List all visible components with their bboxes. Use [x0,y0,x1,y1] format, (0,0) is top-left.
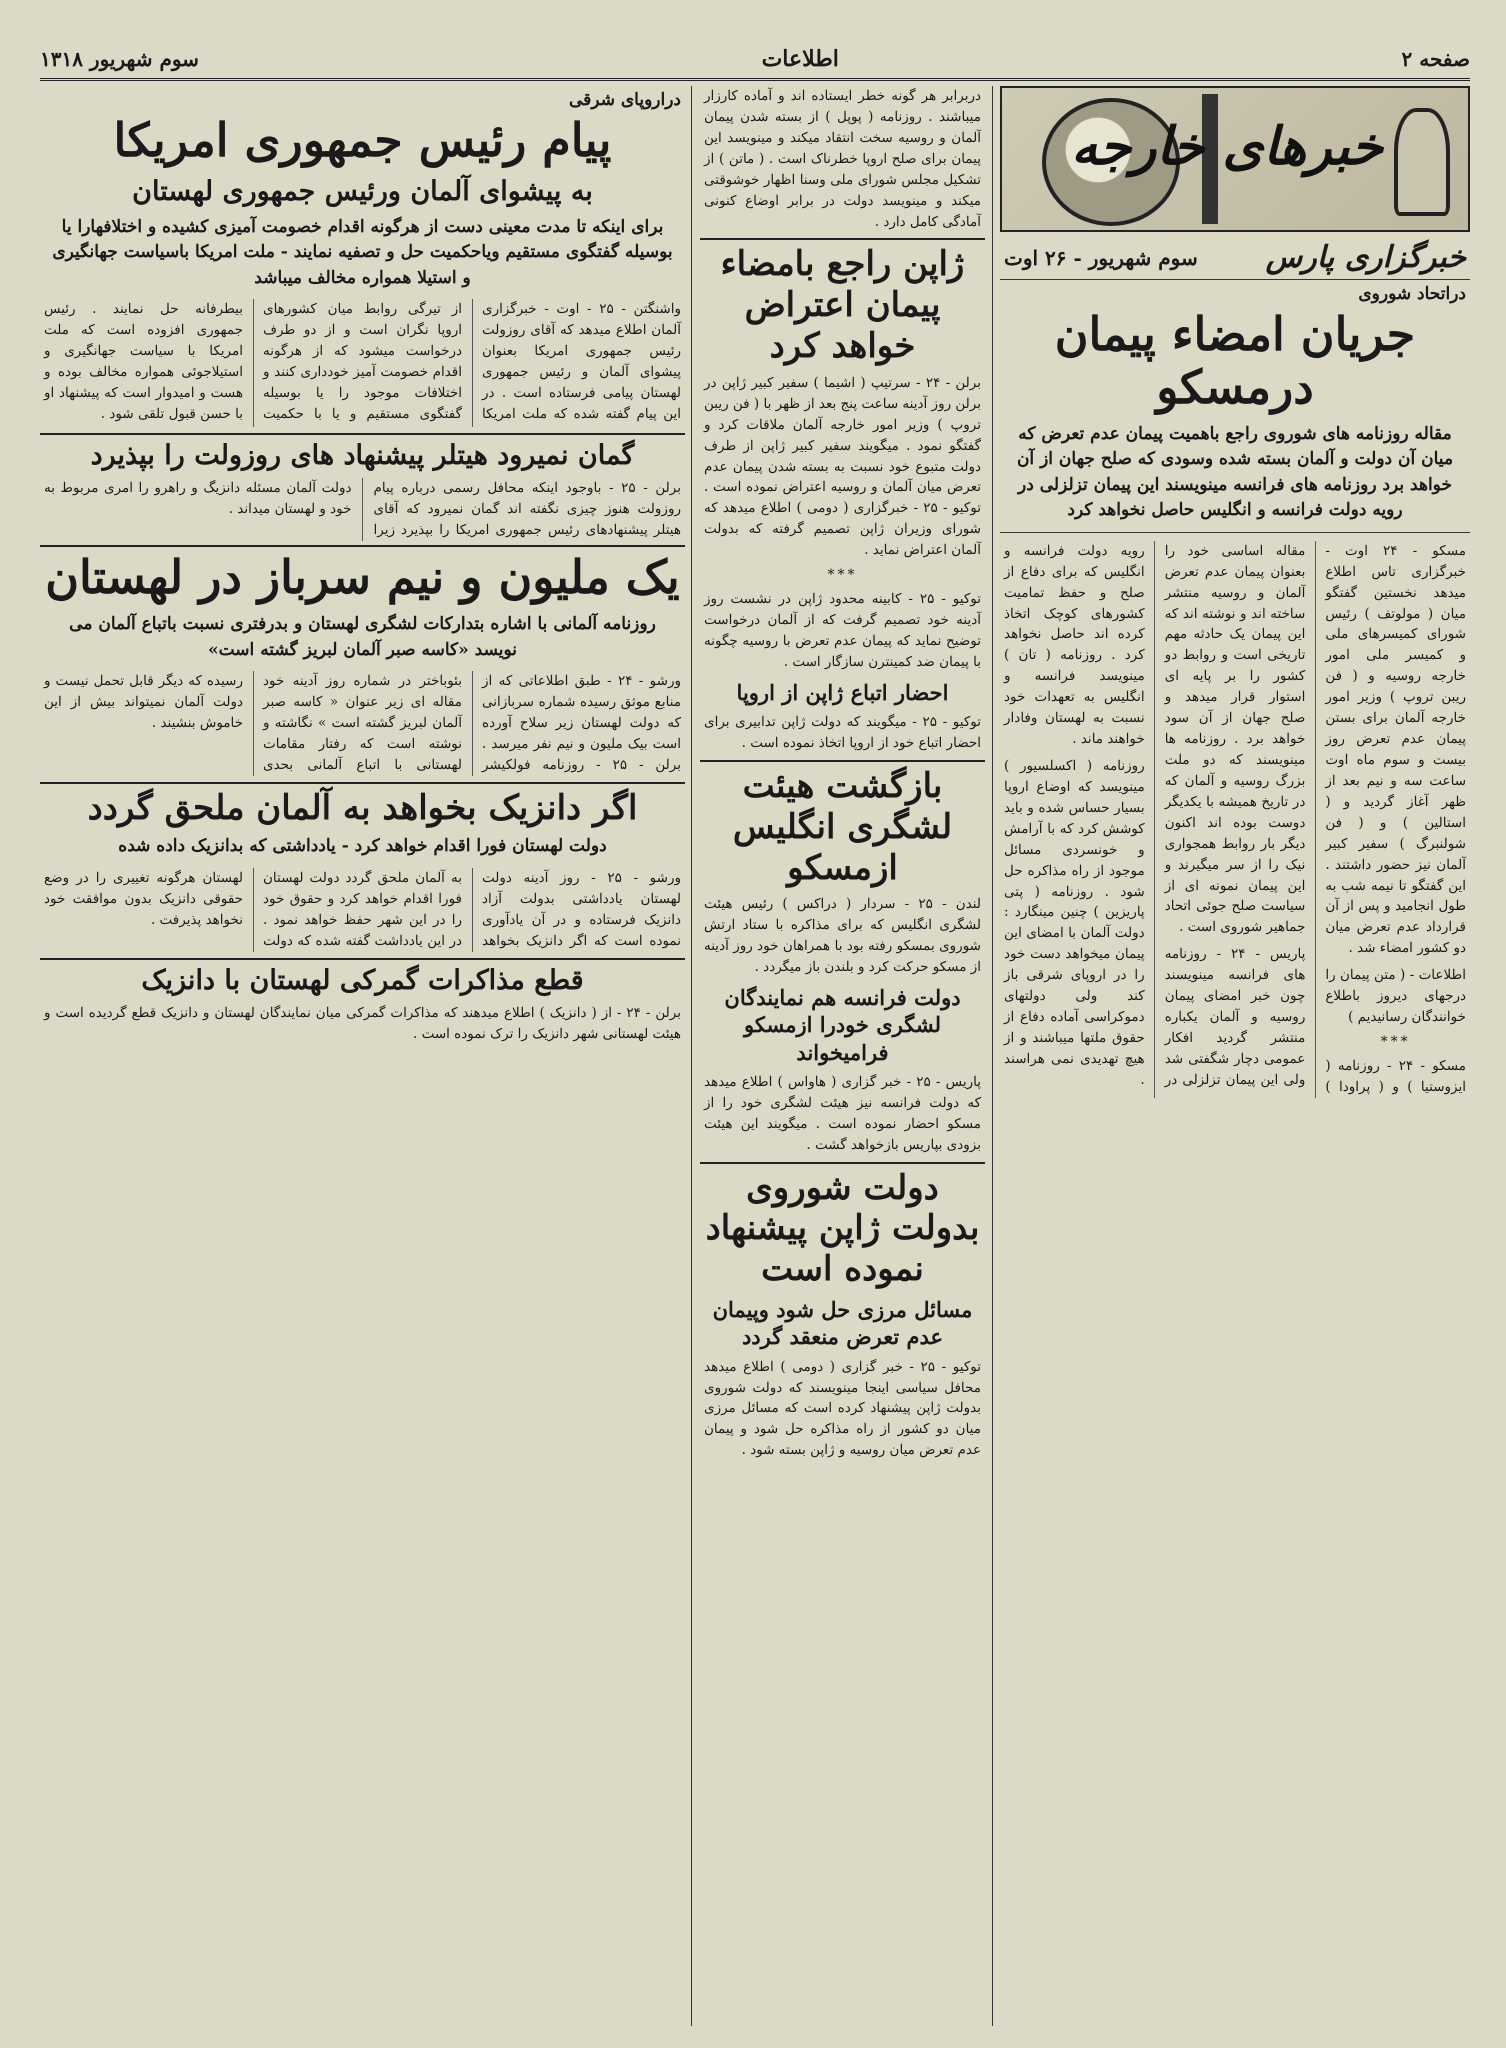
separator: *** [1380,1033,1411,1050]
agency-line [1000,232,1470,280]
article-body-roosevelt [40,299,685,427]
subhead-roosevelt-message: به پیشوای آلمان ورئیس جمهوری لهستان [132,175,593,207]
article-body-hitler [40,478,685,541]
article-paragraph: توکیو - ۲۵ - کابینه محدود ژاپن در نشست روز آدینه خود تصمیم گرفت که از آلمان درخواست توضیح نماید که پیمان عدم تعرض با روسیه چگونه با پیمان ضد کمینترن سازگار است . [704,591,981,670]
article-body-moscow [1000,541,1470,1098]
article-paragraph: توکیو - ۲۵ - میگویند که دولت ژاپن تدابیری برای احضار اتباع خود از اروپا اتخاذ نموده است . [704,714,981,752]
middle-column [700,86,985,2026]
article-paragraph: پاریس - ۲۴ - روزنامه های فرانسه مینویسند چون خبر امضای پیمان روسیه و آلمان یکباره منتشر گردید افکار عمومی دچار شگفتی شد ولی این پیمان تزلزلی در رویه دولت فرانسه و انگلیس که برای دفاع از صلح و حفظ تمامیت کشورهای کوچک اتخاذ کرده اند حاصل نخواهد کرد . روزنامه ( تان ) مینویسد فرانسه و انگلیس به تعهدات خود نسبت به لهستان وفادار خواهند ماند . [1004,542,1306,1088]
deck-danzig: دولت لهستان فورا اقدام خواهد کرد - یادداشتی که بدانزیک داده شده [118,836,607,857]
article-body-danzig [40,868,685,952]
article-paragraph: اطلاعات - ( متن پیمان را درجهای دیروز باطلاع خوانندگان رسانیدیم ) [1325,967,1466,1026]
left-column [40,86,685,2026]
article-body-polish-army [40,671,685,776]
article-paragraph: مسکو - ۲۴ - روزنامه ( ایزوستیا ) و ( پراودا ) مقاله اساسی خود را بعنوان پیمان عدم تعرض آلمان و روسیه منتشر ساخته اند و نوشته اند که این پیمان یک حادثه مهم تاریخی است و روابط دو کشور را بر پایه ای استوار قرار میدهد و صلح جهان از آن سود خواهد برد . روزنامه ها مینویسند که دو ملت بزرگ روسیه و آلمان که در تاریخ همیشه با یکدیگر دوست بوده اند اکنون دیگر بار روابط همجواری نیک را از سر میگیرند و این پیمان نمونه ای از سیاست صلح جوئی اتحاد جماهیر شوروی است . [1164,542,1466,1095]
banner-title: خبرهای خارجه [1071,116,1383,177]
column-rule [992,86,993,2026]
masthead: اطلاعات [761,46,839,72]
divider [1000,532,1470,533]
article-paragraph: ورشو - ۲۴ - طبق اطلاعاتی که از منابع موثق رسیده شماره سربازانی که دولت لهستان زیر سلاح آورده است بیک ملیون و نیم نفر میرسد . برلن - ۲۵ - روزنامه فولکیشر بئوباختر در شماره روز آدینه خود مقاله ای زیر عنوان « کاسه صبر آلمان لبریز گشته است » نگاشته و نوشته است که رفتار مقامات لهستانی با اتباع آلمانی بحدی رسیده که دیگر قابل تحمل نیست و دولت آلمان نمیتواند بیش از این خاموش بنشیند . [44,673,681,773]
headline-roosevelt-message: پیام رئیس جمهوری امریکا [113,113,612,167]
section-kicker: دراروپای شرقی [569,90,681,110]
headline-hitler-reply: گمان نمیرود هیتلر پیشنهاد های روزولت را بپذیرد [40,433,685,473]
newspaper-page [40,40,1470,2030]
foreign-news-banner [1000,86,1470,232]
column-rule [691,86,692,2026]
article-paragraph: دربرابر هر گونه خطر ایستاده اند و آماده کارزار میباشند . روزنامه ( پوپل ) از بسته شدن پیمان آلمان و روسیه سخت انتقاد میکند و مینویسد این پیمان برای صلح اروپا خطرناک است . ( ماتن ) از تشکیل مجلس شورای ملی وسنا اظهار خوشوقتی میکند و مینویسد دولت در برابر اوضاع کنونی آمادگی کامل دارد . [704,88,981,230]
right-column [1000,86,1470,2026]
section-kicker: دراتحاد شوروی [1358,284,1466,304]
subhead-soviet-japan: مسائل مرزی حل شود وپیمان عدم تعرض منعقد گردد [712,1297,973,1350]
deck-roosevelt-message: برای اینکه تا مدت معینی دست از هرگونه اقدام خصومت آمیزی کشیده و اختلافهارا یا بوسیله گفتگوی مستقیم ویاحکمیت حل و تصفیه نمایند - ملت امریکا باسیاست جهانگیری و استیلا همواره مخالف میباشد [52,216,673,288]
headline-soviet-japan: دولت شوروی بدولت ژاپن پیشنهاد نموده است [700,1162,985,1290]
headline-polish-army: یک ملیون و نیم سرباز در لهستان [40,545,685,604]
article-paragraph: پاریس - ۲۵ - خبر گزاری ( هاواس ) اطلاع میدهد که دولت فرانسه نیز هیئت لشگری خود را از مسکو احضار نموده است . میگویند این هیئت بزودی بپاریس بازخواهد گشت . [704,1073,981,1153]
article-paragraph: ورشو - ۲۵ - روز آدینه دولت لهستان یادداشتی بدولت آزاد دانزیک فرستاده و در آن یادآوری نموده است که اگر دانزیک بخواهد به آلمان ملحق گردد دولت لهستان فورا اقدام خواهد کرد و حقوق خود را در این شهر حفظ خواهد نمود . در این یادداشت گفته شده که دولت لهستان هرگونه تغییری را در وضع حقوقی دانزیک بدون موافقت خود نخواهد پذیرفت . [44,869,681,949]
article-paragraph: واشنگتن - ۲۵ - اوت - خبرگزاری آلمان اطلاع میدهد که آقای روزولت رئیس جمهوری امریکا بعنوان پیشوای آلمان و رئیس جمهوری لهستان پیامی فرستاده است . در این پیام گفته شده که ملت امریکا از تیرگی روابط میان کشورهای اروپا نگران است و از دو طرف درخواست میشود که از هرگونه اقدام خصومت آمیز خودداری کنند و اختلافات موجود را یا بوسیله گفتگوی مستقیم و یا با حکمیت بیطرفانه حل نمایند . رئیس جمهوری افزوده است که ملت امریکا با سیاست جهانگیری و استیلاجوئی همواره مخالف بوده و هست و امیدوار است که پیشنهاد او با حسن قبول تلقی شود . [44,301,681,422]
page-header [40,40,1470,81]
article-paragraph: برلن - ۲۴ - سرتیپ ( اشیما ) سفیر کبیر ژاپن در برلن روز آدینه ساعت پنج بعد از ظهر با ( فن ریبن تروپ ) وزیر امور خارجه آلمان ملاقات کرد و گفتگو نمود . میگویند سفیر کبیر ژاپن از طرف دولت متبوع خود نسبت به بسته شدن پیمان عدم تعرض میان آلمان و روسیه اعتراض نموده است . توکیو - ۲۵ - خبرگزاری ( دومی ) اطلاع میدهد که شورای وزیران ژاپن تصمیم گرفته که بدولت آلمان اعتراض نماید . [703,374,981,559]
page-number: صفحه ۲ [1401,47,1470,71]
headline-british-mission: بازگشت هیئت لشگری انگلیس ازمسکو [700,760,985,888]
article-paragraph: برلن - ۲۴ - از ( دانزیک ) اطلاع میدهند که مذاکرات گمرکی میان نمایندگان لهستان و دانزیک قطع گردیده است و هیئت لهستانی شهر دانزیک را ترک نموده است . [44,1005,681,1043]
article-paragraph: لندن - ۲۵ - سردار ( دراکس ) رئیس هیئت لشگری انگلیس که برای مذاکره با ستاد ارتش شوروی بمسکو رفته بود با همراهان خود روز آدینه از مسکو حرکت کرد و بلندن باز میگردد . [704,896,981,976]
headline-japan-protest: ژاپن راجع بامضاء پیمان اعتراض خواهد کرد [700,238,985,366]
article-paragraph: روزنامه ( اکسلسیور ) مینویسد که اوضاع اروپا بسیار حساس شده و باید کوشش کرد که با آرامش و خونسردی مسائل موجود از راه مذاکره حل شود . روزنامه ( پتی پاریزین ) چنین مینگارد : دولت آلمان با امضای این پیمان میخواهد دست خود را در اروپای شرقی باز کند ولی دولتهای دموکراسی آماده دفاع از حقوق ملتها میباشند و از هیچ تهدیدی نمی هراسند . [1004,758,1145,1088]
subhead-moscow-pact: مقاله روزنامه های شوروی راجع باهمیت پیمان عدم تعرض که میان آن دولت و آلمان بسته شده وسودی که صلح جهان از آن خواهد برد روزنامه های فرانسه مینویسند این پیمان تزلزلی در رویه دولت فرانسه و انگلیس حاصل نخواهد کرد [1016,423,1454,521]
article-paragraph: برلن - ۲۵ - باوجود اینکه محافل رسمی درباره پیام روزولت هنوز چیزی نگفته اند گمان نمیرود که آقای هیتلر پیشنهادهای رئیس جمهوری امریکا را بپذیرد زیرا دولت آلمان مسئله دانزیگ و راهرو را امری مربوط به خود و لهستان میداند . [44,480,681,539]
article-paragraph: توکیو - ۲۵ - خبر گزاری ( دومی ) اطلاع میدهد محافل سیاسی اینجا مینویسند که دولت شوروی بدولت ژاپن پیشنهاد کرده است که مسائل مرزی میان دو کشور از راه مذاکره حل شود و پیمان عدم تعرض میان روسیه و ژاپن بسته شود . [704,1358,981,1459]
subhead-french-mission: دولت فرانسه هم نمایندگان لشگری خودرا ازمسکو فرامیخواند [724,985,961,1065]
headline-moscow-pact: جریان امضاء پیمان درمسکو [1054,307,1416,414]
issue-date: سوم شهریور ۱۳۱۸ [40,47,199,71]
article-paragraph: مسکو - ۲۴ اوت - خبرگزاری تاس اطلاع میدهد نخستین گفتگو میان ( مولوتف ) رئیس شورای کمیسرهای ملی و کمیسر ملی امور خارجه روسیه و ( فن ریبن تروپ ) وزیر امور خارجه آلمان برای بستن پیمان عدم تعرض روز بیست و سوم ماه اوت ساعت سه و نیم بعد از ظهر آغاز گردید و ( استالین ) و ( فن شولنبرگ ) سفیر کبیر آلمان نیز حضور داشتند . این گفتگو تا نیمه شب به طول انجامید و پس از آن قرارداد عدم تعرض میان دو کشور امضاء شد . [1325,542,1466,957]
agency-date: سوم شهریور - ۲۶ اوت [1004,245,1198,270]
headline-customs-talks: قطع مذاکرات گمرکی لهستان با دانزیک [40,958,685,998]
subhead-japan-recall: احضار اتباع ژاپن از اروپا [736,679,949,705]
microphone-icon [1394,108,1450,216]
agency-name: خبرگزاری پارس [1265,240,1466,275]
separator: *** [827,567,858,584]
deck-polish-army: روزنامه آلمانی با اشاره بتدارکات لشگری لهستان و بدرفتری نسبت باتباع آلمان می نویسد «کاسه صبر آلمان لبریز گشته است» [69,614,656,660]
headline-danzig: اگر دانزیک بخواهد به آلمان ملحق گردد [40,782,685,829]
